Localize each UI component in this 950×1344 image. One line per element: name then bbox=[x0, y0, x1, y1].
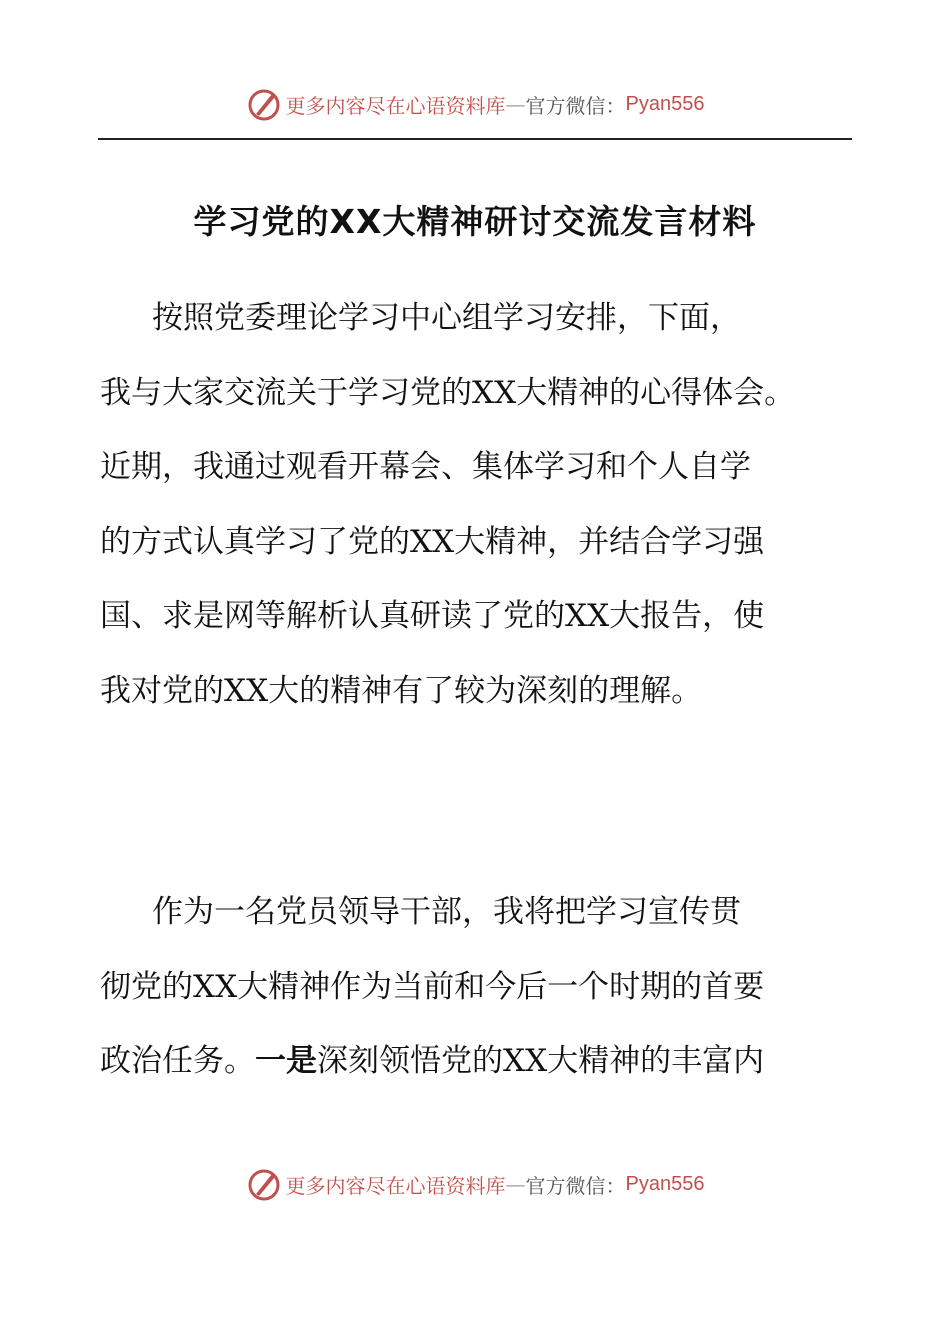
bold-ordinal: 一是 bbox=[255, 1043, 317, 1079]
text-line: 国、求是网等解析认真研读了党的XX大报告，使 bbox=[100, 598, 765, 634]
text-segment: 深刻领悟党的XX大精神的丰富内 bbox=[317, 1043, 765, 1079]
paragraph-2 bbox=[100, 875, 860, 1099]
text-line: 作为一名党员领导干部，我将把学习宣传贯 bbox=[152, 894, 741, 930]
text-line: 按照党委理论学习中心组学习安排，下面， bbox=[152, 300, 741, 336]
footer-dash: — bbox=[505, 1172, 526, 1196]
header-wechat-label: 官方微信： bbox=[525, 93, 626, 118]
footer-wechat-id: Pyan556 bbox=[625, 1172, 705, 1195]
header-site-text: 更多内容尽在心语资料库 bbox=[285, 93, 506, 118]
text-line bbox=[100, 1024, 860, 1099]
document-title: 学习党的XX大精神研讨交流发言材料 bbox=[193, 202, 757, 241]
footer-site-text: 更多内容尽在心语资料库 bbox=[285, 1173, 506, 1198]
footer-wechat-label: 官方微信： bbox=[525, 1173, 626, 1198]
text-line: 彻党的XX大精神作为当前和今后一个时期的首要 bbox=[100, 968, 765, 1005]
header-wechat-id: Pyan556 bbox=[625, 92, 705, 115]
text-line: 的方式认真学习了党的XX大精神，并结合学习强 bbox=[100, 523, 765, 560]
text-segment: 政治任务。 bbox=[100, 1043, 255, 1079]
text-line: 近期，我通过观看开幕会、集体学习和个人自学 bbox=[100, 449, 751, 485]
quill-pen-logo-icon bbox=[246, 86, 282, 122]
paragraph-1 bbox=[100, 281, 860, 728]
header-divider bbox=[98, 138, 852, 140]
text-line: 我与大家交流关于学习党的XX大精神的心得体会。 bbox=[100, 374, 796, 411]
header-banner bbox=[0, 82, 950, 126]
text-line: 我对党的XX大的精神有了较为深刻的理解。 bbox=[100, 672, 703, 709]
quill-pen-logo-icon bbox=[246, 1166, 282, 1202]
footer-banner bbox=[0, 1162, 950, 1206]
header-dash: — bbox=[505, 92, 526, 116]
